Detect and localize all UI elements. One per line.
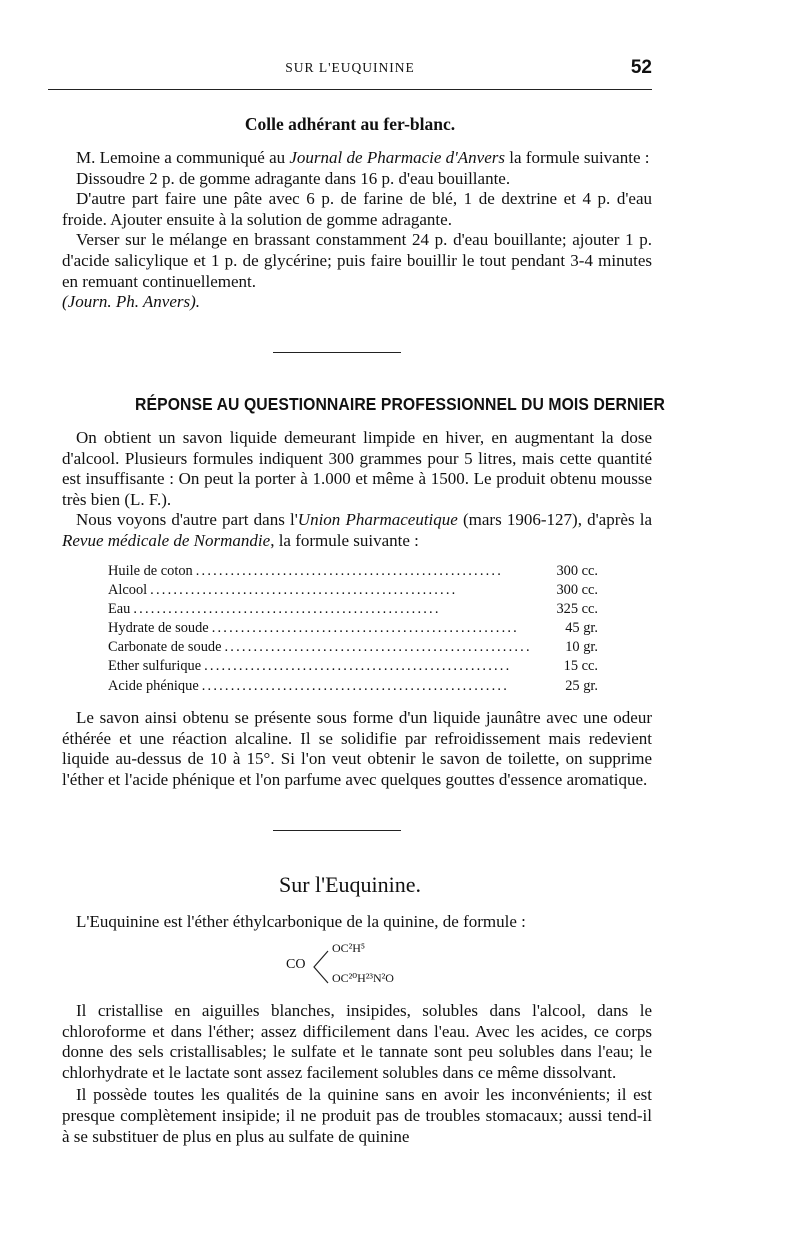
formula-co: CO bbox=[286, 957, 306, 972]
colle-body bbox=[62, 148, 652, 313]
ingredient-name: Eau bbox=[108, 601, 131, 618]
recipe-row: Eau ..................................................... 325 cc. bbox=[108, 600, 598, 619]
euquinine-paragraph-2: Il possède toutes les qualités de la quinine sans en avoir les inconvénients; il est presque complètement insipide; il ne produit pas de troubles stomacaux; aussi tend-il à se substituer de plus en plus au sulfate de quinine bbox=[62, 1085, 652, 1146]
ingredient-qty: 325 cc. bbox=[556, 601, 598, 618]
reponse-body bbox=[62, 428, 652, 552]
euquinine-intro: L'Euquinine est l'éther éthylcarbonique de la quinine, de formule : bbox=[76, 912, 526, 931]
reponse-body-2 bbox=[62, 708, 652, 790]
reponse-paragraph-1: On obtient un savon liquide demeurant limpide en hiver, en augmentant la dose d'alcool. Plusieurs formules indiquent 300 grammes pour 5 litres, mais cette quantité est insuffisante : On peut la porter à 1.000 et même à 1500. Le produit obtenu mousse très bien (L. F.). bbox=[62, 428, 652, 509]
recipe-row: Acide phénique ..................................................... 25 gr. bbox=[108, 677, 598, 696]
ingredient-name: Acide phénique bbox=[108, 677, 199, 694]
recipe-row: Alcool ..................................................... 300 cc. bbox=[108, 581, 598, 600]
reponse-paragraph-3: Le savon ainsi obtenu se présente sous forme d'un liquide jaunâtre avec une odeur éthérée et une réaction alcaline. Il se solidifie par refroidissement mais redevient liquide au-dessus de 10 à 15°. Si l'on veut obtenir le savon de toilette, on supprime l'éther et l'acide phénique et l'on parfume avec quelques gouttes d'essence aromatique. bbox=[62, 708, 652, 789]
ingredient-qty: 10 gr. bbox=[565, 639, 598, 656]
ingredient-qty: 15 cc. bbox=[563, 658, 598, 675]
colle-p1-end: la formule suivante : bbox=[505, 148, 650, 167]
recipe-row: Ether sulfurique ..................................................... 15 cc. bbox=[108, 657, 598, 676]
section-divider-2 bbox=[273, 830, 401, 831]
formula-bracket bbox=[310, 947, 332, 987]
formula-bottom: OC²⁰H²³N²O bbox=[332, 971, 394, 985]
ingredient-qty: 300 cc. bbox=[556, 582, 598, 599]
recipe-table bbox=[108, 562, 598, 696]
colle-paragraph-2: Dissoudre 2 p. de gomme adragante dans 16 p. d'eau bouillante. bbox=[76, 168, 511, 188]
chemical-formula bbox=[282, 941, 462, 991]
ingredient-qty: 45 gr. bbox=[565, 620, 598, 637]
colle-source: (Journ. Ph. Anvers). bbox=[62, 292, 201, 312]
union-pharmaceutique: Union Pharmaceutique bbox=[297, 510, 458, 530]
euquinine-body bbox=[62, 1001, 652, 1147]
colle-paragraph-3: D'autre part faire une pâte avec 6 p. de farine de blé, 1 de dextrine et 4 p. d'eau froide. Ajouter ensuite à la solution de gomme adragante. bbox=[62, 189, 652, 229]
running-head bbox=[48, 58, 652, 82]
recipe-row: Hydrate de soude ..................................................... 45 gr. bbox=[108, 619, 598, 638]
euquinine-title: Sur l'Euquinine. bbox=[278, 872, 422, 897]
ingredient-name: Alcool bbox=[108, 582, 148, 599]
reponse-paragraph-2 bbox=[62, 510, 652, 551]
ingredient-name: Ether sulfurique bbox=[108, 658, 202, 675]
revue-medicale: Revue médicale de Normandie bbox=[62, 530, 271, 550]
ingredient-name: Hydrate de soude bbox=[108, 620, 209, 637]
recipe-row: Carbonate de soude ..................................................... 10 gr. bbox=[108, 638, 598, 657]
colle-p1-text: M. Lemoine a communiqué au bbox=[76, 148, 290, 167]
ingredient-qty: 300 cc. bbox=[556, 563, 598, 579]
reponse-p2-text: Nous voyons d'autre part dans l' bbox=[76, 510, 298, 530]
ingredient-name: Huile de coton bbox=[108, 563, 193, 579]
running-title: SUR L'EUQUININE bbox=[285, 60, 415, 75]
header-rule bbox=[48, 89, 652, 90]
colle-title: Colle adhérant au fer-blanc. bbox=[244, 114, 456, 134]
euquinine-paragraph-1: Il cristallise en aiguilles blanches, insipides, solubles dans l'alcool, dans le chloroforme et dans l'éther; assez difficilement dans l'eau. Avec les acides, ce corps donne des sels cristallisables; le sulfate et le tannate sont peu solubles dans l'eau; le chlorhydrate et le lactate sont assez facilement solubles dans ce même dissolvant. bbox=[62, 1001, 652, 1082]
ingredient-qty: 25 gr. bbox=[565, 677, 598, 694]
euquinine-intro-block bbox=[62, 912, 652, 933]
reponse-p2-mid: (mars 1906-127), d'après la bbox=[457, 510, 652, 530]
colle-paragraph-4: Verser sur le mélange en brassant constamment 24 p. d'eau bouillante; ajouter 1 p. d'acide salicylique et 1 p. de glycérine; puis faire bouillir le tout pendant 3-4 minutes en remuant continuellement. bbox=[62, 230, 652, 291]
reponse-p2-end: , la formule suivante : bbox=[270, 530, 419, 550]
colle-paragraph-1 bbox=[62, 148, 652, 169]
reponse-title: RÉPONSE AU QUESTIONNAIRE PROFESSIONNEL DU MOIS DERNIER bbox=[135, 394, 665, 414]
formula-top: OC²H⁵ bbox=[332, 941, 366, 955]
recipe-row: Huile de coton ..................................................... 300 cc. bbox=[108, 562, 598, 581]
ingredient-name: Carbonate de soude bbox=[108, 639, 222, 656]
page-number: 52 bbox=[630, 57, 652, 78]
journal-name: Journal de Pharmacie d'Anvers bbox=[289, 148, 506, 167]
section-divider-1 bbox=[273, 352, 401, 353]
